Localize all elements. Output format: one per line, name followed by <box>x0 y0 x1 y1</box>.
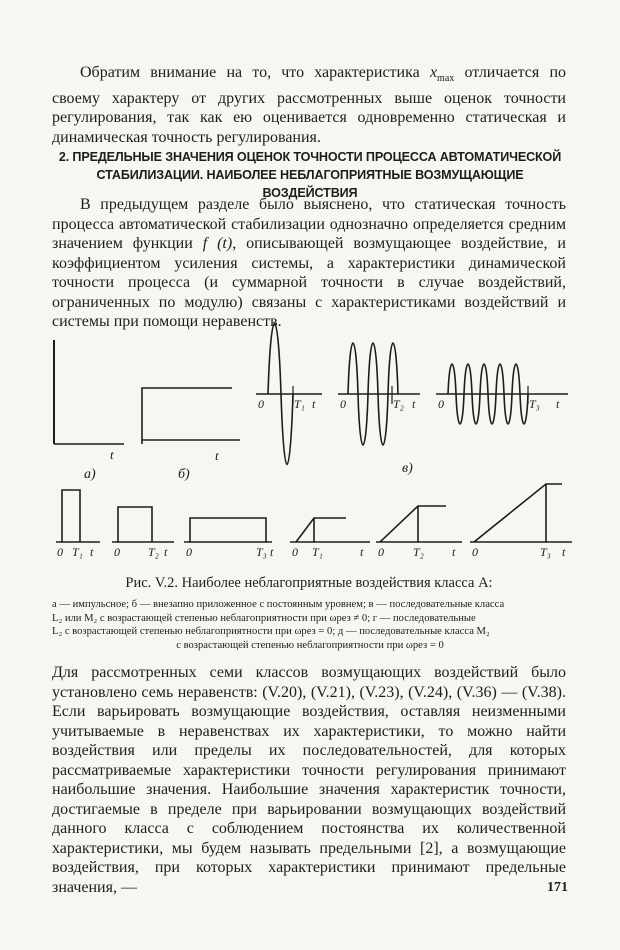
plot-g2-t: t <box>164 545 168 559</box>
plot-v2-t: t <box>412 397 416 411</box>
plot-d2-T: T₂ <box>413 545 424 559</box>
plot-a-impulse <box>54 340 124 482</box>
plot-v-oscillations <box>256 324 568 477</box>
plot-d-ramps <box>290 484 572 560</box>
plot-g1-origin: 0 <box>57 545 63 559</box>
section-heading-line1: 2. ПРЕДЕЛЬНЫЕ ЗНАЧЕНИЯ ОЦЕНОК ТОЧНОСТИ ПРОЦЕССА АВТОМАТИЧЕСКОЙ <box>58 150 562 164</box>
plot-v3-T: T₃ <box>529 397 540 411</box>
plot-g3-origin: 0 <box>186 545 192 559</box>
plot-g1-t: t <box>90 545 94 559</box>
plot-v1-t: t <box>312 397 316 411</box>
plot-d3-t: t <box>562 545 566 559</box>
plot-d1-t: t <box>360 545 364 559</box>
plot-v-label: в) <box>402 461 413 476</box>
plot-d2-t: t <box>452 545 456 559</box>
figure-v2 <box>0 320 620 560</box>
plot-v3-origin: 0 <box>438 397 444 411</box>
section-heading <box>52 148 568 202</box>
plot-v2-origin: 0 <box>340 397 346 411</box>
plot-g1-T: T₁ <box>72 545 83 559</box>
plot-v1-T: T₁ <box>294 397 305 411</box>
plot-g2-origin: 0 <box>114 545 120 559</box>
plot-g-rect-pulses <box>56 490 274 560</box>
legend-line-4: с возрастающей степенью неблагоприятности при ωрез = 0 <box>176 639 444 651</box>
plot-g3-T: T₃ <box>256 545 267 559</box>
legend-line-1: а — импульсное; б — внезапно приложенное с постоянным уровнем; в — последовательные класса <box>52 599 505 610</box>
page-number: 171 <box>547 880 568 895</box>
plot-b-t-label: t <box>215 448 219 463</box>
plot-d3-origin: 0 <box>472 545 478 559</box>
plot-a-label: а) <box>84 467 96 482</box>
plot-g2-T: T₂ <box>148 545 159 559</box>
section-heading-line2: СТАБИЛИЗАЦИИ. НАИБОЛЕЕ НЕБЛАГОПРИЯТНЫЕ ВОЗМУЩАЮЩИЕ ВОЗДЕЙСТВИЯ <box>96 168 524 200</box>
plot-v3-t: t <box>556 397 560 411</box>
main-paragraph: Для рассмотренных семи классов возмущающих воздействий было установлено семь неравенств: (V.20), (V.21), (V.23), (V.24), (V.36) — (V.38). Если варьировать возмущающие воздействия, оставляя неизменными учитываемые в неравенствах их характеристики, то можно найти воздействия или пределы их последовательностей, для которых рассматриваемые характеристики точности регулирования принимают наибольшие значения. Наибольшие значения характеристик точности, достигаемые в пределе при варьировании возмущающих воздействий данного класса с соблюдением постоянства их количественной характеристики, мы будем называть предельными [2], а возмущающие воздействия, при которых характеристики принимают предельные значения, — <box>52 664 566 896</box>
plot-d1-origin: 0 <box>292 545 298 559</box>
plot-g3-t: t <box>270 545 274 559</box>
figure-caption: Рис. V.2. Наиболее неблагоприятные воздействия класса А: <box>125 575 493 591</box>
plot-v1-origin: 0 <box>258 397 264 411</box>
plot-d3-T: T₃ <box>540 545 551 559</box>
figure-legend <box>52 598 568 652</box>
section-paragraph: В предыдущем разделе было выяснено, что статическая точность процесса автоматической стабилизации однозначно определяется средним значением функции f (t), описывающей возмущающее воздействие, и коэффициентом усиления системы, а характеристики динамической точности процесса (и суммарной точности в случае воздействий, ограниченных по модулю) связаны с характеристиками воздействий и системы при помощи неравенств. <box>52 196 566 330</box>
plot-d1-T: T₁ <box>312 545 323 559</box>
legend-line-2: L₂ или M₂ с возрастающей степенью неблагоприятности при ωрез ≠ 0; г — последовательные <box>52 612 476 624</box>
plot-v2-T: T₂ <box>393 397 404 411</box>
legend-line-3: L₂ с возрастающей степенью неблагоприятности при ωрез = 0; д — последовательные класса M₂ <box>52 626 490 637</box>
plot-b-step <box>142 388 240 482</box>
intro-paragraph: Обратим внимание на то, что характеристика $x_{max}$ отличается по своему характеру от других рассмотренных выше оценок точности регулирования, так как ею оценивается одновременно статическая и динамическая точность регулирования. <box>52 64 567 146</box>
plot-b-label: б) <box>178 467 190 482</box>
plot-a-t-label: t <box>110 447 114 462</box>
plot-d2-origin: 0 <box>378 545 384 559</box>
